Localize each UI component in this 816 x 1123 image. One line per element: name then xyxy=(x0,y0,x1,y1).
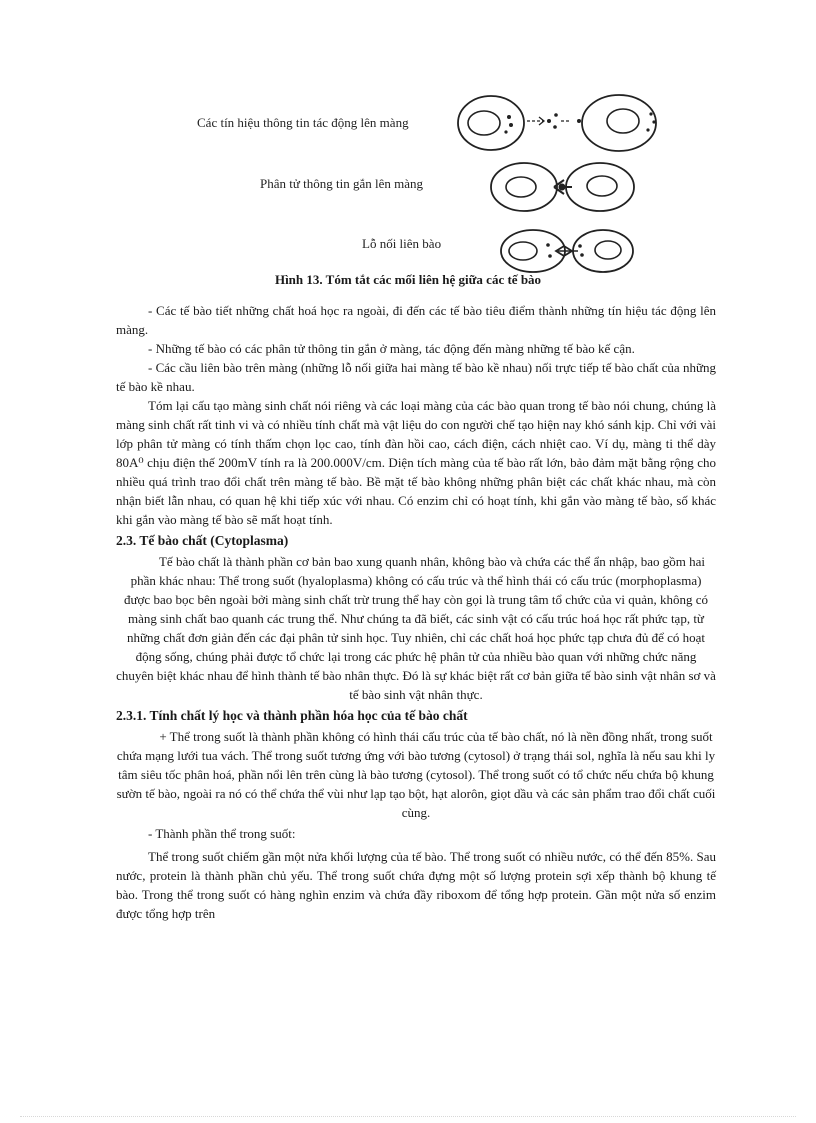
paragraph-hyaloplasma: + Thể trong suốt là thành phần không có hình thái cấu trúc của tế bào chất, nó là nền đồng nhất, trong suốt chứa mạng lưới tua vách. Thể trong suốt tương ứng với bào tương (cytosol) ở trạng thái sol, nghĩa là nếu sau khi ly tâm siêu tốc phân hoá, phần nổi lên trên cùng là bào tương (cytosol). Thể trong suốt có tổ chức nếu chứa bộ khung sườn tế bào, ngoài ra nó có thể chứa thể vùi như lạp tạo bột, hạt alorôn, giọt dầu và các sản phẩm trao đổi chất cuối cùng. xyxy=(116,729,716,820)
figure-label-gap-junction: Lỗ nối liên bào xyxy=(362,236,442,251)
figure-label-signals: Các tín hiệu thông tin tác động lên màng xyxy=(197,115,409,130)
paragraph-gap-junctions: - Các cầu liên bào trên màng (những lỗ nối giữa hai màng tế bào kề nhau) nối trực tiếp tế bào chất của những tế bào kề nhau. xyxy=(116,360,716,394)
paragraph-summary: Tóm lại cấu tạo màng sinh chất nói riêng và các loại màng của các bào quan trong tế bào nói chung, chúng là màng sinh chất rất tinh vi và có nhiều tính chất mà vật liệu do con người chế tạo hiện nay khó sánh kịp. Chỉ với vài lớp phân tử màng có tính thấm chọn lọc cao, tính đàn hồi cao, cách điện, cách nhiệt cao. Ví dụ, màng ti thể dày 80A⁰ chịu điện thế 200mV tính ra là 200.000V/cm. Diện tích màng của tế bào rất lớn, bảo đảm mặt bằng rộng cho nhiều quá trình trao đổi chất trên màng tế bào. Bề mặt tế bào không những phân biệt các chất khác nhau, mà còn nhận biết lẫn nhau, có quan hệ khi tiếp xúc với nhau. Có enzim chỉ có hoạt tính, khi gắn vào màng tế bào, số khác khi gắn vào màng tế bào sẽ mất hoạt tính. xyxy=(116,398,716,527)
page-body xyxy=(116,301,716,923)
heading-2-3: 2.3. Tế bào chất (Cytoplasma) xyxy=(116,533,289,548)
figure-caption: Hình 13. Tóm tắt các mối liên hệ giữa các tế bào xyxy=(274,272,542,287)
paragraph-hyaloplasma-composition: Thể trong suốt chiếm gần một nửa khối lượng của tế bào. Thể trong suốt có nhiều nước, có thể đến 85%. Sau nước, protein là thành phần chủ yếu. Thể trong suốt chứa đựng một số lượng protein sợi xếp thành bộ khung tế bào. Trong thể trong suốt có hàng nghìn enzim và chứa đầy riboxom để tổng hợp protein. Gần một nửa số enzim được tổng hợp trên xyxy=(116,849,716,921)
gap-junction-illustration xyxy=(498,226,638,276)
figure-13 xyxy=(0,0,816,285)
figure-label-membrane-molecule: Phân tử thông tin gắn lên màng xyxy=(260,176,424,191)
signal-cells-illustration xyxy=(455,92,665,154)
footer-divider xyxy=(20,1116,796,1117)
subheading-hyaloplasma-composition: - Thành phần thể trong suốt: xyxy=(148,826,296,841)
paragraph-secretion: - Các tế bào tiết những chất hoá học ra ngoài, đi đến các tế bào tiêu điểm thành những tín hiệu tác động lên màng. xyxy=(116,303,716,337)
paragraph-membrane-molecules: - Những tế bào có các phân tử thông tin gắn ở màng, tác động đến màng những tế bào kế cận. xyxy=(148,341,635,356)
bound-molecule-illustration xyxy=(488,160,638,215)
paragraph-cytoplasm: Tế bào chất là thành phần cơ bản bao xung quanh nhân, không bào và chứa các thể ẩn nhập, bao gồm hai phần khác nhau: Thể trong suốt (hyaloplasma) không có cấu trúc và thể hình thái có cấu trúc (morphoplasma) được bao bọc bên ngoài bởi màng sinh chất trừ trung thể hay còn gọi là trung tâm tổ chức của vi quản, không có màng sinh chất bao quanh các trung thể. Như chúng ta đã biết, các sinh vật có cấu trúc hoá học rất phức tạp, từ những chất đơn giản đến các đại phân tử sinh học. Tuy nhiên, chỉ các chất hoá học phức tạp chưa đủ để có hoạt động sống, chúng phải được tổ chức lại trong các phức hệ phân tử của nhiều bào quan với những chức năng chuyên biệt khác nhau để hình thành tế bào nhân thực. Đó là sự khác biệt rất cơ bản giữa tế bào sinh vật nhân sơ và tế bào sinh vật nhân thực. xyxy=(116,554,716,702)
heading-2-3-1: 2.3.1. Tính chất lý học và thành phần hóa học của tế bào chất xyxy=(116,708,468,723)
